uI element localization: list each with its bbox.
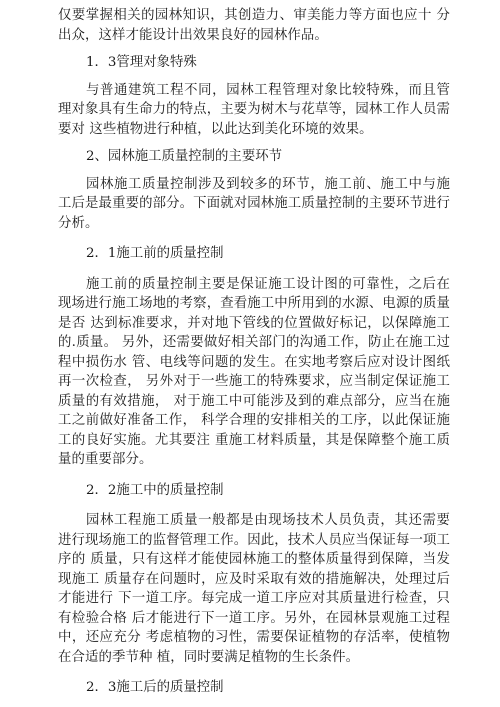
section-heading-2-3: 2．3施工后的质量控制: [86, 680, 224, 695]
section-heading-2-2: 2．2施工中的质量控制: [86, 482, 224, 498]
paragraph-intro-continuation: 仅要掌握相关的园林知识，其创造力、审美能力等方面也应十 分出众，这样才能设计出效果良好的园林作品。: [58, 8, 450, 43]
paragraph-pre-construction: 施工前的质量控制主要是保证施工设计图的可靠性，之后在现场进行施工场地的考察，查看施工中所用到的水源、电源的质量是否 达到标准要求，并对地下管线的位置做好标记，以保障施工的.质量。 另外，还需要做好相关部门的沟通工作，防止在施工过程中损伤水 管、电线等问题的发生。在实地考察后应对设计图纸再一次检查， 另外对于一些施工的特殊要求，应当制定保证施工质量的有效措施， 对于施工中可能涉及到的难点部分，应当在施工之前做好准备工作， 科学合理的安排相关的工序，以此保证施工的良好实施。尤其要注 重施工材料质量，其是保障整个施工质量的重要部分。: [58, 276, 450, 467]
paragraph-quality-control-intro: 园林施工质量控制涉及到较多的环节，施工前、施工中与施工后是最重要的部分。下面就对园林施工质量控制的主要环节进行分析。: [58, 176, 450, 231]
section-heading-1-3: 1．3管理对象特殊: [86, 55, 197, 70]
paragraph-management-object: 与普通建筑工程不同，园林工程管理对象比较特殊，而且管理对象具有生命力的特点，主要为树木与花草等，园林工作人员需要对 这些植物进行种植，以此达到美化环境的效果。: [58, 82, 450, 137]
section-heading-2-1: 2．1施工前的质量控制: [86, 246, 224, 261]
document-body: [58, 6, 450, 698]
paragraph-during-construction: 园林工程施工质量一般都是由现场技术人员负责，其还需要进行现场施工的监督管理工作。因此，技术人员应当保证每一项工序的 质量，只有这样才能使园林施工的整体质量得到保障，当发现施工 质量存在问题时，应及时采取有效的措施解决，处理过后才能进行 下一道工序。每完成一道工序应对其质量进行检查，只有检验合格 后才能进行下一道工序。另外，在园林景观施工过程中，还应充分 考虑植物的习性，需要保证植物的存活率，使植物在合适的季节种 植，同时要满足植物的生长条件。: [58, 513, 450, 665]
section-heading-2: 2、园林施工质量控制的主要环节: [86, 149, 282, 164]
